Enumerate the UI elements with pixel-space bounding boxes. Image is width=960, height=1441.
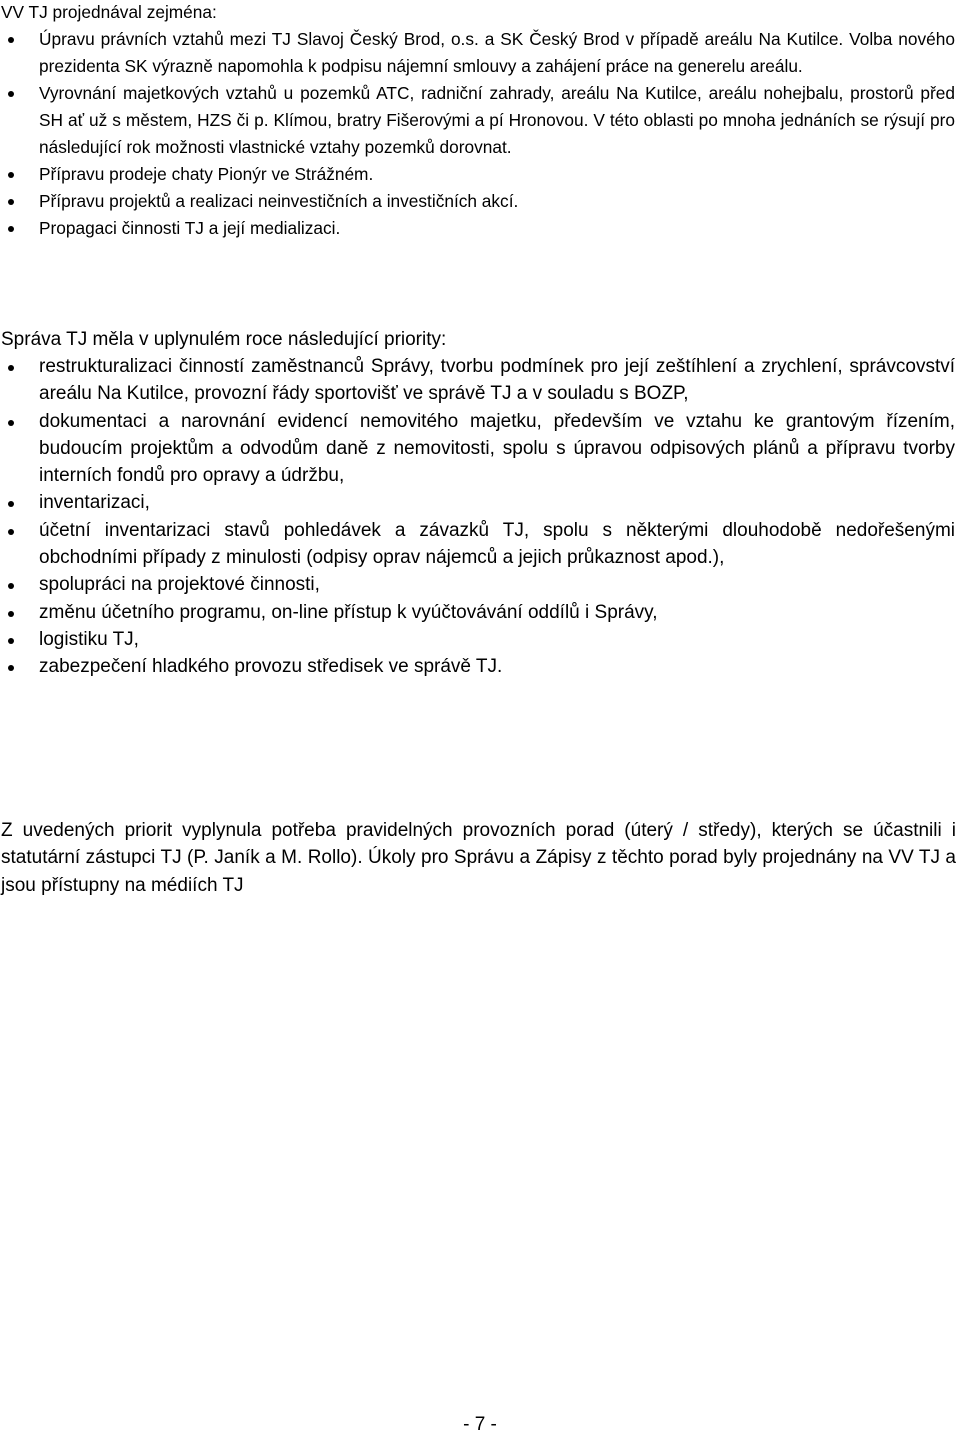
list-item <box>0 26 955 80</box>
list-item <box>0 408 955 490</box>
list-item <box>0 517 955 572</box>
bullet-icon <box>8 638 14 644</box>
bullet-icon <box>8 172 14 178</box>
list-item <box>0 653 955 680</box>
intro-text: VV TJ projednával zejména: <box>1 2 217 22</box>
list-item-text: změnu účetního programu, on-line přístup k vyúčtovávání oddílů i Správy, <box>39 601 658 623</box>
list-item-text: logistiku TJ, <box>39 628 139 650</box>
list-item-text: Přípravu prodeje chaty Pionýr ve Strážném. <box>39 164 374 184</box>
list-item-text: Úpravu právních vztahů mezi TJ Slavoj Český Brod, o.s. a SK Český Brod v případě areálu Na Kutilce. Volba nového prezidenta SK výrazně napomohla k podpisu nájemní smlouvy a zahájení práce na generelu areálu. <box>39 29 955 76</box>
list-item-text: zabezpečení hladkého provozu středisek ve správě TJ. <box>39 656 503 678</box>
page-number: - 7 - <box>463 1414 497 1435</box>
list-item-text: účetní inventarizaci stavů pohledávek a závazků TJ, spolu s některými dlouhodobě nedořešenými obchodními případy z minulosti (odpisy oprav nájemců a jejich průkaznost apod.), <box>39 519 955 569</box>
bullet-icon <box>8 611 14 617</box>
bullet-icon <box>8 199 14 205</box>
bullet-icon <box>8 501 14 507</box>
bullet-icon <box>8 665 14 671</box>
list-item-text: Propagaci činnosti TJ a její medializaci. <box>39 218 341 238</box>
list-item <box>0 188 955 215</box>
priorities-heading: Správa TJ měla v uplynulém roce následující priority: <box>1 329 447 350</box>
list-item <box>0 599 955 626</box>
list-item-text: Přípravu projektů a realizaci neinvestičních a investičních akcí. <box>39 191 519 211</box>
bullet-icon <box>8 91 14 97</box>
list-item-text: spolupráci na projektové činnosti, <box>39 574 320 596</box>
bullet-list-priorities <box>0 353 955 681</box>
list-item <box>0 353 955 408</box>
list-item <box>0 161 955 188</box>
list-item-text: restrukturalizaci činností zaměstnanců Správy, tvorbu podmínek pro její zeštíhlení a zrychlení, správcovství areálu Na Kutilce, provozní řády sportovišť ve správě TJ a v souladu s BOZP, <box>39 356 955 405</box>
bullet-icon <box>8 529 14 535</box>
list-item-text: dokumentaci a narovnání evidencí nemovitého majetku, především ve vztahu ke grantovým řízením, budoucím projektům a odvodům daně z nemovitosti, spolu s úpravou odpisových plánů a přípravu tvorby interních fondů pro opravy a údržbu, <box>39 410 955 487</box>
list-item <box>0 215 955 242</box>
closing-paragraph: Z uvedených priorit vyplynula potřeba pravidelných provozních porad (úterý / středy), kterých se účastnili i statutární zástupci TJ (P. Janík a M. Rollo). Úkoly pro Správu a Zápisy z těchto porad byly projednány na VV TJ a jsou přístupny na médiích TJ <box>1 820 956 896</box>
list-item-text: Vyrovnání majetkových vztahů u pozemků ATC, radniční zahrady, areálu Na Kutilce, areálu nohejbalu, prostorů před SH ať už s městem, HZS či p. Klímou, bratry Fišerovými a pí Hronovou. V této oblasti po mnoha jednáních se rýsují pro následující rok možnosti vlastnické vztahy pozemků dorovnat. <box>39 83 955 157</box>
list-item <box>0 80 955 161</box>
bullet-icon <box>8 420 14 426</box>
list-item <box>0 626 955 653</box>
bullet-icon <box>8 583 14 589</box>
bullet-icon <box>8 37 14 43</box>
list-item <box>0 571 955 598</box>
list-item-text: inventarizaci, <box>39 492 150 514</box>
bullet-list-topics <box>0 26 955 242</box>
bullet-icon <box>8 226 14 232</box>
bullet-icon <box>8 365 14 371</box>
list-item <box>0 489 955 516</box>
